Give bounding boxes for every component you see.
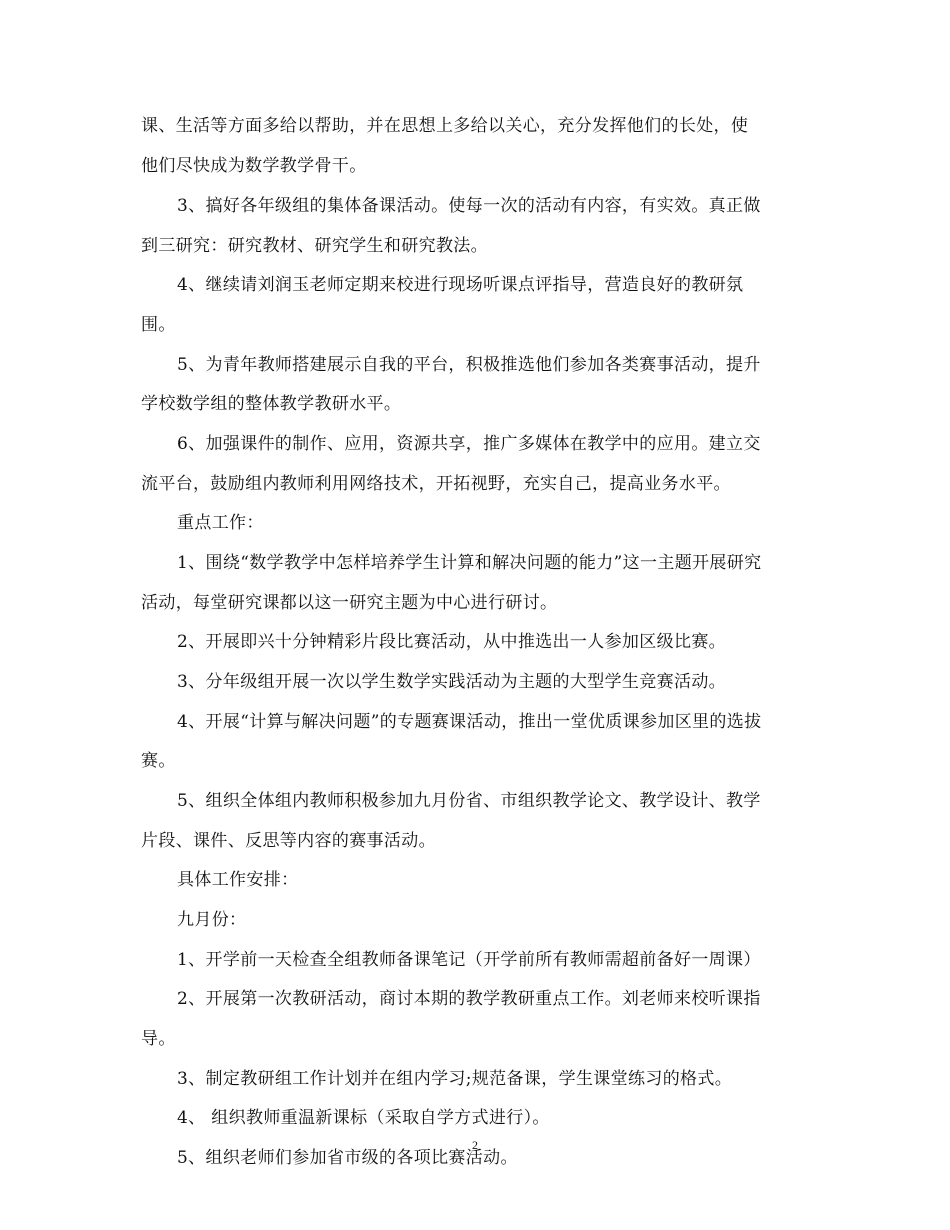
text-line: 活动，每堂研究课都以这一研究主题为中心进行研讨。 xyxy=(141,593,558,613)
text-line: 1、开学前一天检查全组教师备课笔记（开学前所有教师需超前备好一周课） xyxy=(177,950,761,970)
text-line: 4、 组织教师重温新课标（采取自学方式进行）。 xyxy=(177,1108,550,1128)
text-line: 5、为青年教师搭建展示自我的平台，积极推选他们参加各类赛事活动，提升 xyxy=(177,355,761,375)
text-line: 2、开展第一次教研活动，商讨本期的教学教研重点工作。刘老师来校听课指 xyxy=(177,989,761,1009)
text-line: 赛。 xyxy=(141,751,176,771)
text-line: 围。 xyxy=(141,315,176,335)
text-line: 2、开展即兴十分钟精彩片段比赛活动，从中推选出一人参加区级比赛。 xyxy=(177,632,727,652)
text-line: 5、组织全体组内教师积极参加九月份省、市组织教学论文、教学设计、教学 xyxy=(177,791,761,811)
text-line: 到三研究：研究教材、研究学生和研究教法。 xyxy=(141,236,488,256)
text-line: 导。 xyxy=(141,1029,176,1049)
page-number: 2 xyxy=(472,1138,478,1152)
text-line: 4、开展“计算与解决问题”的专题赛课活动，推出一堂优质课参加区里的选拔 xyxy=(177,712,762,732)
text-line: 他们尽快成为数学教学骨干。 xyxy=(141,156,367,176)
text-line: 6、加强课件的制作、应用，资源共享，推广多媒体在教学中的应用。建立交 xyxy=(177,434,761,454)
text-line: 学校数学组的整体教学教研水平。 xyxy=(141,394,402,414)
text-line: 3、搞好各年级组的集体备课活动。使每一次的活动有内容，有实效。真正做 xyxy=(177,196,761,216)
text-line: 课、生活等方面多给以帮助，并在思想上多给以关心，充分发挥他们的长处，使 xyxy=(141,116,749,136)
section-heading: 重点工作： xyxy=(177,513,264,533)
text-line: 流平台，鼓励组内教师利用网络技术，开拓视野，充实自己，提高业务水平。 xyxy=(141,474,731,494)
text-line: 片段、课件、反思等内容的赛事活动。 xyxy=(141,831,436,851)
text-line: 5、组织老师们参加省市级的各项比赛活动。 xyxy=(177,1148,518,1168)
section-heading: 具体工作安排： xyxy=(177,870,299,890)
text-line: 4、继续请刘润玉老师定期来校进行现场听课点评指导，营造良好的教研氛 xyxy=(177,275,744,295)
text-line: 3、制定教研组工作计划并在组内学习;规范备课，学生课堂练习的格式。 xyxy=(177,1069,733,1089)
text-line: 1、围绕“数学教学中怎样培养学生计算和解决问题的能力”这一主题开展研究 xyxy=(177,553,762,573)
section-heading: 九月份： xyxy=(177,910,247,930)
text-line: 3、分年级组开展一次以学生数学实践活动为主题的大型学生竞赛活动。 xyxy=(177,672,727,692)
